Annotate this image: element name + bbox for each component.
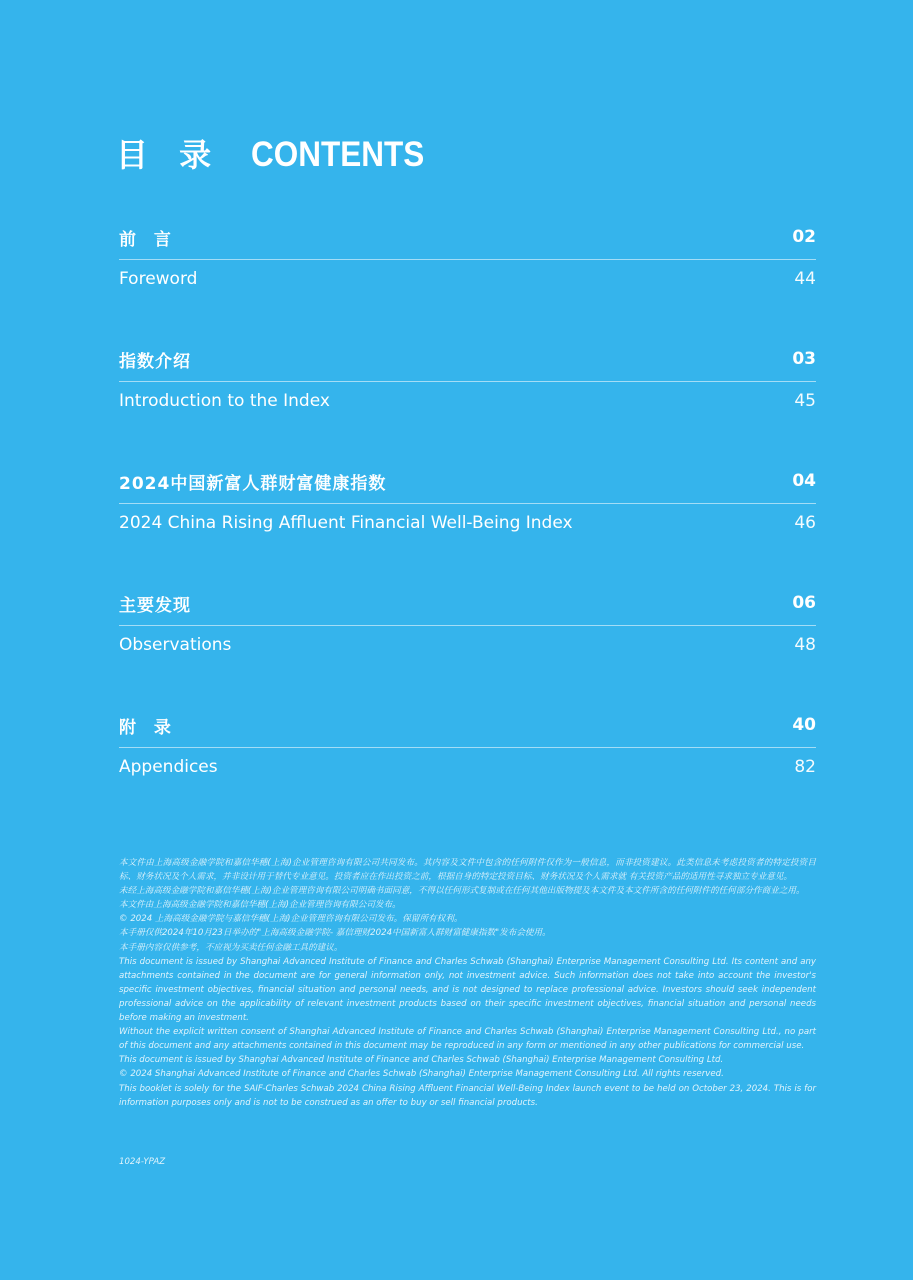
disclaimer-paragraph: 本手册内容仅供参考，不应视为买卖任何金融工具的建议。 <box>119 942 343 953</box>
toc-cn-row <box>119 464 816 498</box>
toc-cn-label: 前 言 <box>119 229 177 250</box>
toc-entry-observations[interactable] <box>119 586 816 676</box>
toc-cn-row <box>119 708 816 742</box>
toc-cn-page-number: 02 <box>792 227 816 247</box>
toc-cn-label: 2024中国新富人群财富健康指数 <box>119 473 387 494</box>
toc-en-label: 2024 China Rising Affluent Financial Well-Being Index <box>119 513 573 533</box>
disclaimer-paragraph: 本文件由上海高级金融学院和嘉信华穗(上海)企业管理咨询有限公司发布。 <box>119 900 401 911</box>
toc-cn-row <box>119 342 816 376</box>
toc-divider <box>119 747 816 748</box>
disclaimer-paragraph: © 2024 上海高级金融学院与嘉信华穗(上海)企业管理咨询有限公司发布。保留所有权利。 <box>119 914 463 925</box>
toc-entry-introduction[interactable] <box>119 342 816 432</box>
toc-en-page-number: 48 <box>794 635 816 655</box>
toc-en-row <box>119 627 816 663</box>
toc-en-label: Foreword <box>119 269 198 289</box>
toc-cn-page-number: 04 <box>792 471 816 491</box>
disclaimer-paragraph: © 2024 Shanghai Advanced Institute of Finance and Charles Schwab (Shanghai) Enterprise Management Consulting Ltd. All rights reserved. <box>119 1069 724 1080</box>
disclaimer-paragraph: 本手册仅供2024年10月23日举办的"上海高级金融学院- 嘉信理财2024中国新富人群财富健康指数"发布会使用。 <box>119 928 551 939</box>
toc-en-row <box>119 383 816 419</box>
disclaimer-paragraph: This booklet is solely for the SAIF-Charles Schwab 2024 China Rising Affluent Financial Well-Being Index launch event to be held on October 23, 2024. This is for information purposes only and is not to be construed as an offer to buy or sell financial products. <box>119 1083 816 1108</box>
page-title <box>116 134 444 176</box>
toc-en-page-number: 44 <box>794 269 816 289</box>
page-title-en: CONTENTS <box>251 135 425 174</box>
disclaimer-paragraph: This document is issued by Shanghai Advanced Institute of Finance and Charles Schwab (Shanghai) Enterprise Management Consulting Ltd. <box>119 1055 724 1066</box>
toc-entry-index[interactable] <box>119 464 816 554</box>
toc-en-page-number: 82 <box>794 757 816 777</box>
toc-divider <box>119 625 816 626</box>
toc-en-label: Observations <box>119 635 232 655</box>
disclaimer-paragraph: 本文件由上海高级金融学院和嘉信华穗(上海)企业管理咨询有限公司共同发布。其内容及文件中包含的任何附件仅作为一般信息，而非投资建议。此类信息未考虑投资者的特定投资目标、财务状况及个人需求，并非设计用于替代专业意见。投资者应在作出投资之前，根据自身的特定投资目标、财务状况及个人需求就 有关投资产品的适用性寻求独立专业意见。 <box>119 858 816 883</box>
toc-entry-foreword[interactable] <box>119 220 816 310</box>
toc-cn-row <box>119 220 816 254</box>
toc-en-page-number: 46 <box>794 513 816 533</box>
toc-cn-label: 附 录 <box>119 717 177 738</box>
contents-page <box>116 0 816 1280</box>
toc-en-label: Appendices <box>119 757 218 777</box>
toc-divider <box>119 259 816 260</box>
toc-en-page-number: 45 <box>794 391 816 411</box>
toc-cn-label: 主要发现 <box>119 595 191 616</box>
toc-en-row <box>119 261 816 297</box>
toc-cn-page-number: 40 <box>792 715 816 735</box>
toc-cn-row <box>119 586 816 620</box>
disclaimer-paragraph: 未经上海高级金融学院和嘉信华穗(上海)企业管理咨询有限公司明确书面同意，不得以任何形式复制或在任何其他出版物提及本文件及本文件所含的任何附件的任何部分作商业之用。 <box>119 886 805 897</box>
toc-en-row <box>119 749 816 785</box>
legal-disclaimer <box>119 856 816 1110</box>
toc-cn-page-number: 03 <box>792 349 816 369</box>
page-title-cn: 目 录 <box>116 136 222 174</box>
document-code: 1024-YPAZ <box>119 1157 166 1167</box>
disclaimer-paragraph: This document is issued by Shanghai Advanced Institute of Finance and Charles Schwab (Shanghai) Enterprise Management Consulting Ltd. Its content and any attachments contained in the document are for general information only, not investment advice. Such information does not take into account the investor's specific investment objectives, financial situation and personal needs, and is not designed to replace professional advice. Investors should seek independent professional advice on the applicability of relevant investment products based on their specific investment objectives, financial situation and personal needs before making an investment. <box>119 956 816 1024</box>
toc-en-label: Introduction to the Index <box>119 391 330 411</box>
toc-divider <box>119 503 816 504</box>
toc-cn-page-number: 06 <box>792 593 816 613</box>
toc-en-row <box>119 505 816 541</box>
toc-entry-appendices[interactable] <box>119 708 816 798</box>
disclaimer-paragraph: Without the explicit written consent of Shanghai Advanced Institute of Finance and Charles Schwab (Shanghai) Enterprise Management Consulting Ltd., no part of this document and any attachments contained in this document may be reproduced in any form or mentioned in any other publications for commercial use. <box>119 1027 816 1052</box>
toc-cn-label: 指数介绍 <box>119 351 191 372</box>
toc-divider <box>119 381 816 382</box>
